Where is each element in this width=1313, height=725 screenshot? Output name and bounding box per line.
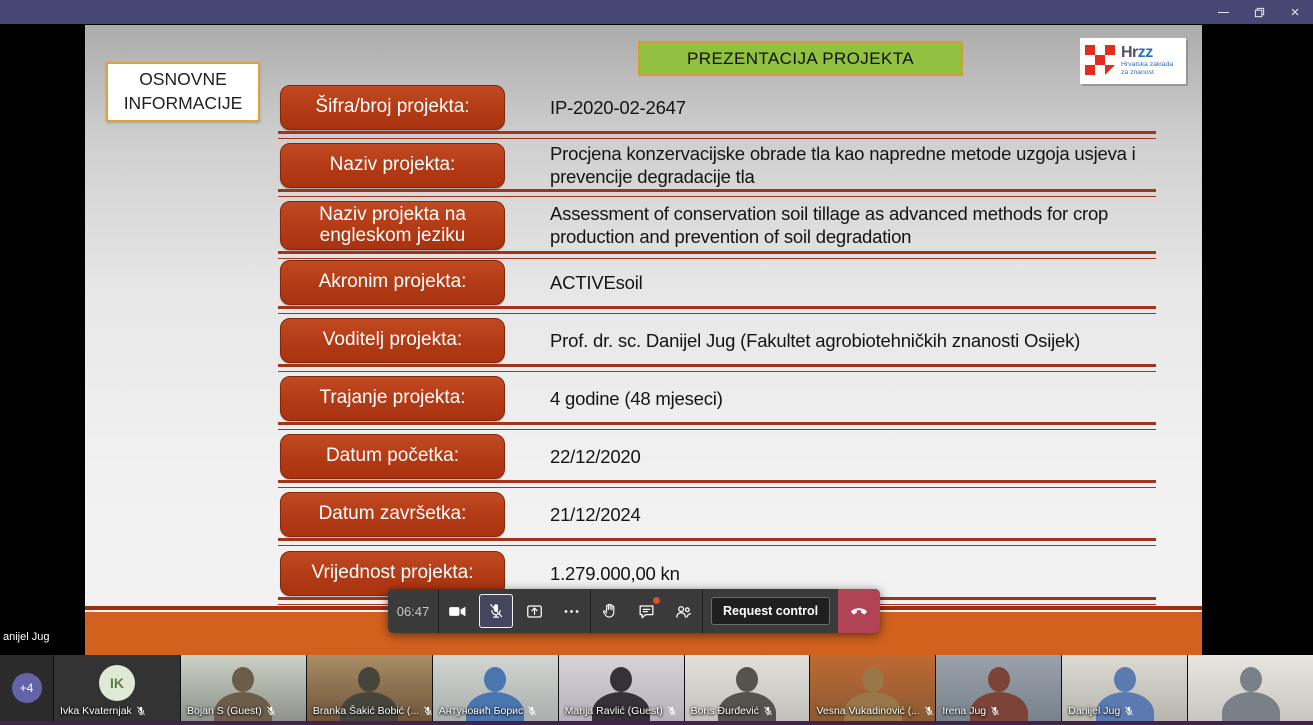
chat-notification-dot xyxy=(653,597,660,604)
window-restore-button[interactable] xyxy=(1241,0,1277,24)
participant-name-label: Антуновић Борис xyxy=(439,705,538,717)
row-value: 22/12/2020 xyxy=(550,445,641,467)
overflow-badge: +4 xyxy=(12,673,42,703)
participant-silhouette-body xyxy=(1222,692,1280,721)
table-row xyxy=(85,434,1202,492)
row-label: Datum završetka: xyxy=(280,492,505,537)
toolbar-divider xyxy=(702,589,703,633)
row-value: ACTIVEsoil xyxy=(550,271,643,293)
project-info-table xyxy=(85,25,1202,655)
microphone-button[interactable] xyxy=(479,594,513,628)
row-value: Prof. dr. sc. Danijel Jug (Fakultet agrobiotehničkih znanosti Osijek) xyxy=(550,329,1081,351)
chat-button[interactable] xyxy=(628,589,665,633)
row-value: 21/12/2024 xyxy=(550,503,641,525)
video-participant-tile[interactable] xyxy=(685,655,810,721)
mic-muted-icon xyxy=(763,706,773,716)
video-participant-tile[interactable] xyxy=(936,655,1061,721)
table-row xyxy=(85,376,1202,434)
row-value: 4 godine (48 mjeseci) xyxy=(550,387,723,409)
row-label: Naziv projekta: xyxy=(280,143,505,188)
audio-participant-tile[interactable] xyxy=(54,655,180,721)
participant-silhouette-head xyxy=(232,667,254,692)
video-participant-tile[interactable] xyxy=(433,655,558,721)
hrzz-logo-text: Hrzz Hrvatska zaklada za znanost xyxy=(1121,43,1174,76)
presentation-slide xyxy=(85,25,1202,655)
table-row xyxy=(85,85,1202,143)
participant-silhouette-head xyxy=(484,667,506,692)
camera-button[interactable] xyxy=(439,589,476,633)
row-label: Vrijednost projekta: xyxy=(280,551,505,596)
participant-silhouette-head xyxy=(988,667,1010,692)
avatar: IK xyxy=(99,665,135,701)
row-divider xyxy=(278,422,1156,430)
row-value: 1.279.000,00 kn xyxy=(550,562,680,584)
screenshare-stage xyxy=(0,24,1313,655)
participant-name-label: Marija Ravlić (Guest) xyxy=(565,705,677,717)
restore-icon xyxy=(1254,7,1265,18)
overflow-participants-tile[interactable] xyxy=(0,655,53,721)
table-row xyxy=(85,318,1202,376)
camera-icon xyxy=(448,602,467,621)
share-screen-icon xyxy=(525,602,544,621)
video-participant-tile[interactable] xyxy=(1062,655,1187,721)
mic-muted-icon xyxy=(527,706,537,716)
bottom-edge-bar xyxy=(0,721,1313,725)
row-divider xyxy=(278,251,1156,259)
hangup-icon xyxy=(848,600,870,622)
mic-muted-icon xyxy=(266,706,276,716)
video-participant-tile[interactable] xyxy=(810,655,935,721)
row-divider xyxy=(278,480,1156,488)
table-row xyxy=(85,143,1202,201)
window-close-button[interactable] xyxy=(1277,0,1313,24)
participants-button[interactable] xyxy=(665,589,702,633)
meeting-timer: 06:47 xyxy=(396,603,430,619)
row-label: Datum početka: xyxy=(280,434,505,479)
more-options-button[interactable] xyxy=(553,589,590,633)
video-participant-tile[interactable] xyxy=(307,655,432,721)
mic-muted-icon xyxy=(136,706,146,716)
participant-silhouette-head xyxy=(862,667,884,692)
mic-muted-icon xyxy=(667,706,677,716)
row-divider xyxy=(278,306,1156,314)
video-participant-tile[interactable] xyxy=(559,655,684,721)
mic-muted-icon xyxy=(1124,706,1134,716)
participant-silhouette-head xyxy=(358,667,380,692)
row-value: IP-2020-02-2647 xyxy=(550,96,686,118)
row-label: Akronim projekta: xyxy=(280,260,505,305)
close-icon: × xyxy=(1290,3,1300,21)
slide-title: PREZENTACIJA PROJEKTA xyxy=(638,41,963,76)
chat-icon xyxy=(637,602,656,621)
meeting-toolbar xyxy=(388,589,880,633)
mic-muted-icon xyxy=(924,706,934,716)
participants-icon xyxy=(674,602,693,621)
presenter-name-overlay: anijel Jug xyxy=(3,631,50,643)
row-divider xyxy=(278,131,1156,139)
mic-muted-icon xyxy=(990,706,1000,716)
participant-name-label: Vesna Vukadinović (... xyxy=(816,705,934,717)
row-value: Procjena konzervacijske obrade tla kao napredne metode uzgoja usjeva i prevencije degradacije tla xyxy=(550,142,1136,187)
table-row xyxy=(85,492,1202,550)
participant-silhouette-head xyxy=(610,667,632,692)
row-label: Voditelj projekta: xyxy=(280,318,505,363)
share-screen-button[interactable] xyxy=(516,589,553,633)
window-titlebar xyxy=(0,0,1313,24)
mic-muted-icon xyxy=(423,706,432,716)
slide-section-label: OSNOVNE INFORMACIJE xyxy=(106,62,260,122)
raise-hand-icon xyxy=(601,602,619,620)
video-participant-tile[interactable] xyxy=(181,655,306,721)
table-row xyxy=(85,201,1202,259)
minimize-icon xyxy=(1218,12,1229,13)
row-value: Assessment of conservation soil tillage as advanced methods for crop production and prevention of soil degradation xyxy=(550,202,1109,247)
participant-silhouette-head xyxy=(1240,667,1262,692)
row-divider xyxy=(278,538,1156,546)
row-label: Trajanje projekta: xyxy=(280,376,505,421)
mic-muted-icon xyxy=(487,602,505,620)
raise-hand-button[interactable] xyxy=(591,589,628,633)
participant-strip xyxy=(0,655,1313,721)
video-participant-tile[interactable] xyxy=(1188,655,1313,721)
participant-silhouette-head xyxy=(1114,667,1136,692)
window-minimize-button[interactable] xyxy=(1205,0,1241,24)
row-label: Šifra/broj projekta: xyxy=(280,85,505,130)
participant-name-label: Bojan S (Guest) xyxy=(187,705,276,717)
participant-name-label: Ivka Kvaternjak xyxy=(60,705,146,717)
hangup-button[interactable] xyxy=(838,589,880,633)
row-divider xyxy=(278,189,1156,197)
participant-silhouette-head xyxy=(736,667,758,692)
row-label: Naziv projekta na engleskom jeziku xyxy=(280,201,505,250)
participant-name-label: Boris Đurđević xyxy=(691,705,773,717)
participant-name-label: Branka Šakić Bobić (... xyxy=(313,705,432,717)
participant-name-label: Danijel Jug xyxy=(1068,705,1134,717)
request-control-button[interactable]: Request control xyxy=(711,597,830,625)
participant-name-label: Irena Jug xyxy=(942,705,1000,717)
row-divider xyxy=(278,364,1156,372)
more-options-icon xyxy=(562,602,581,621)
table-row xyxy=(85,260,1202,318)
